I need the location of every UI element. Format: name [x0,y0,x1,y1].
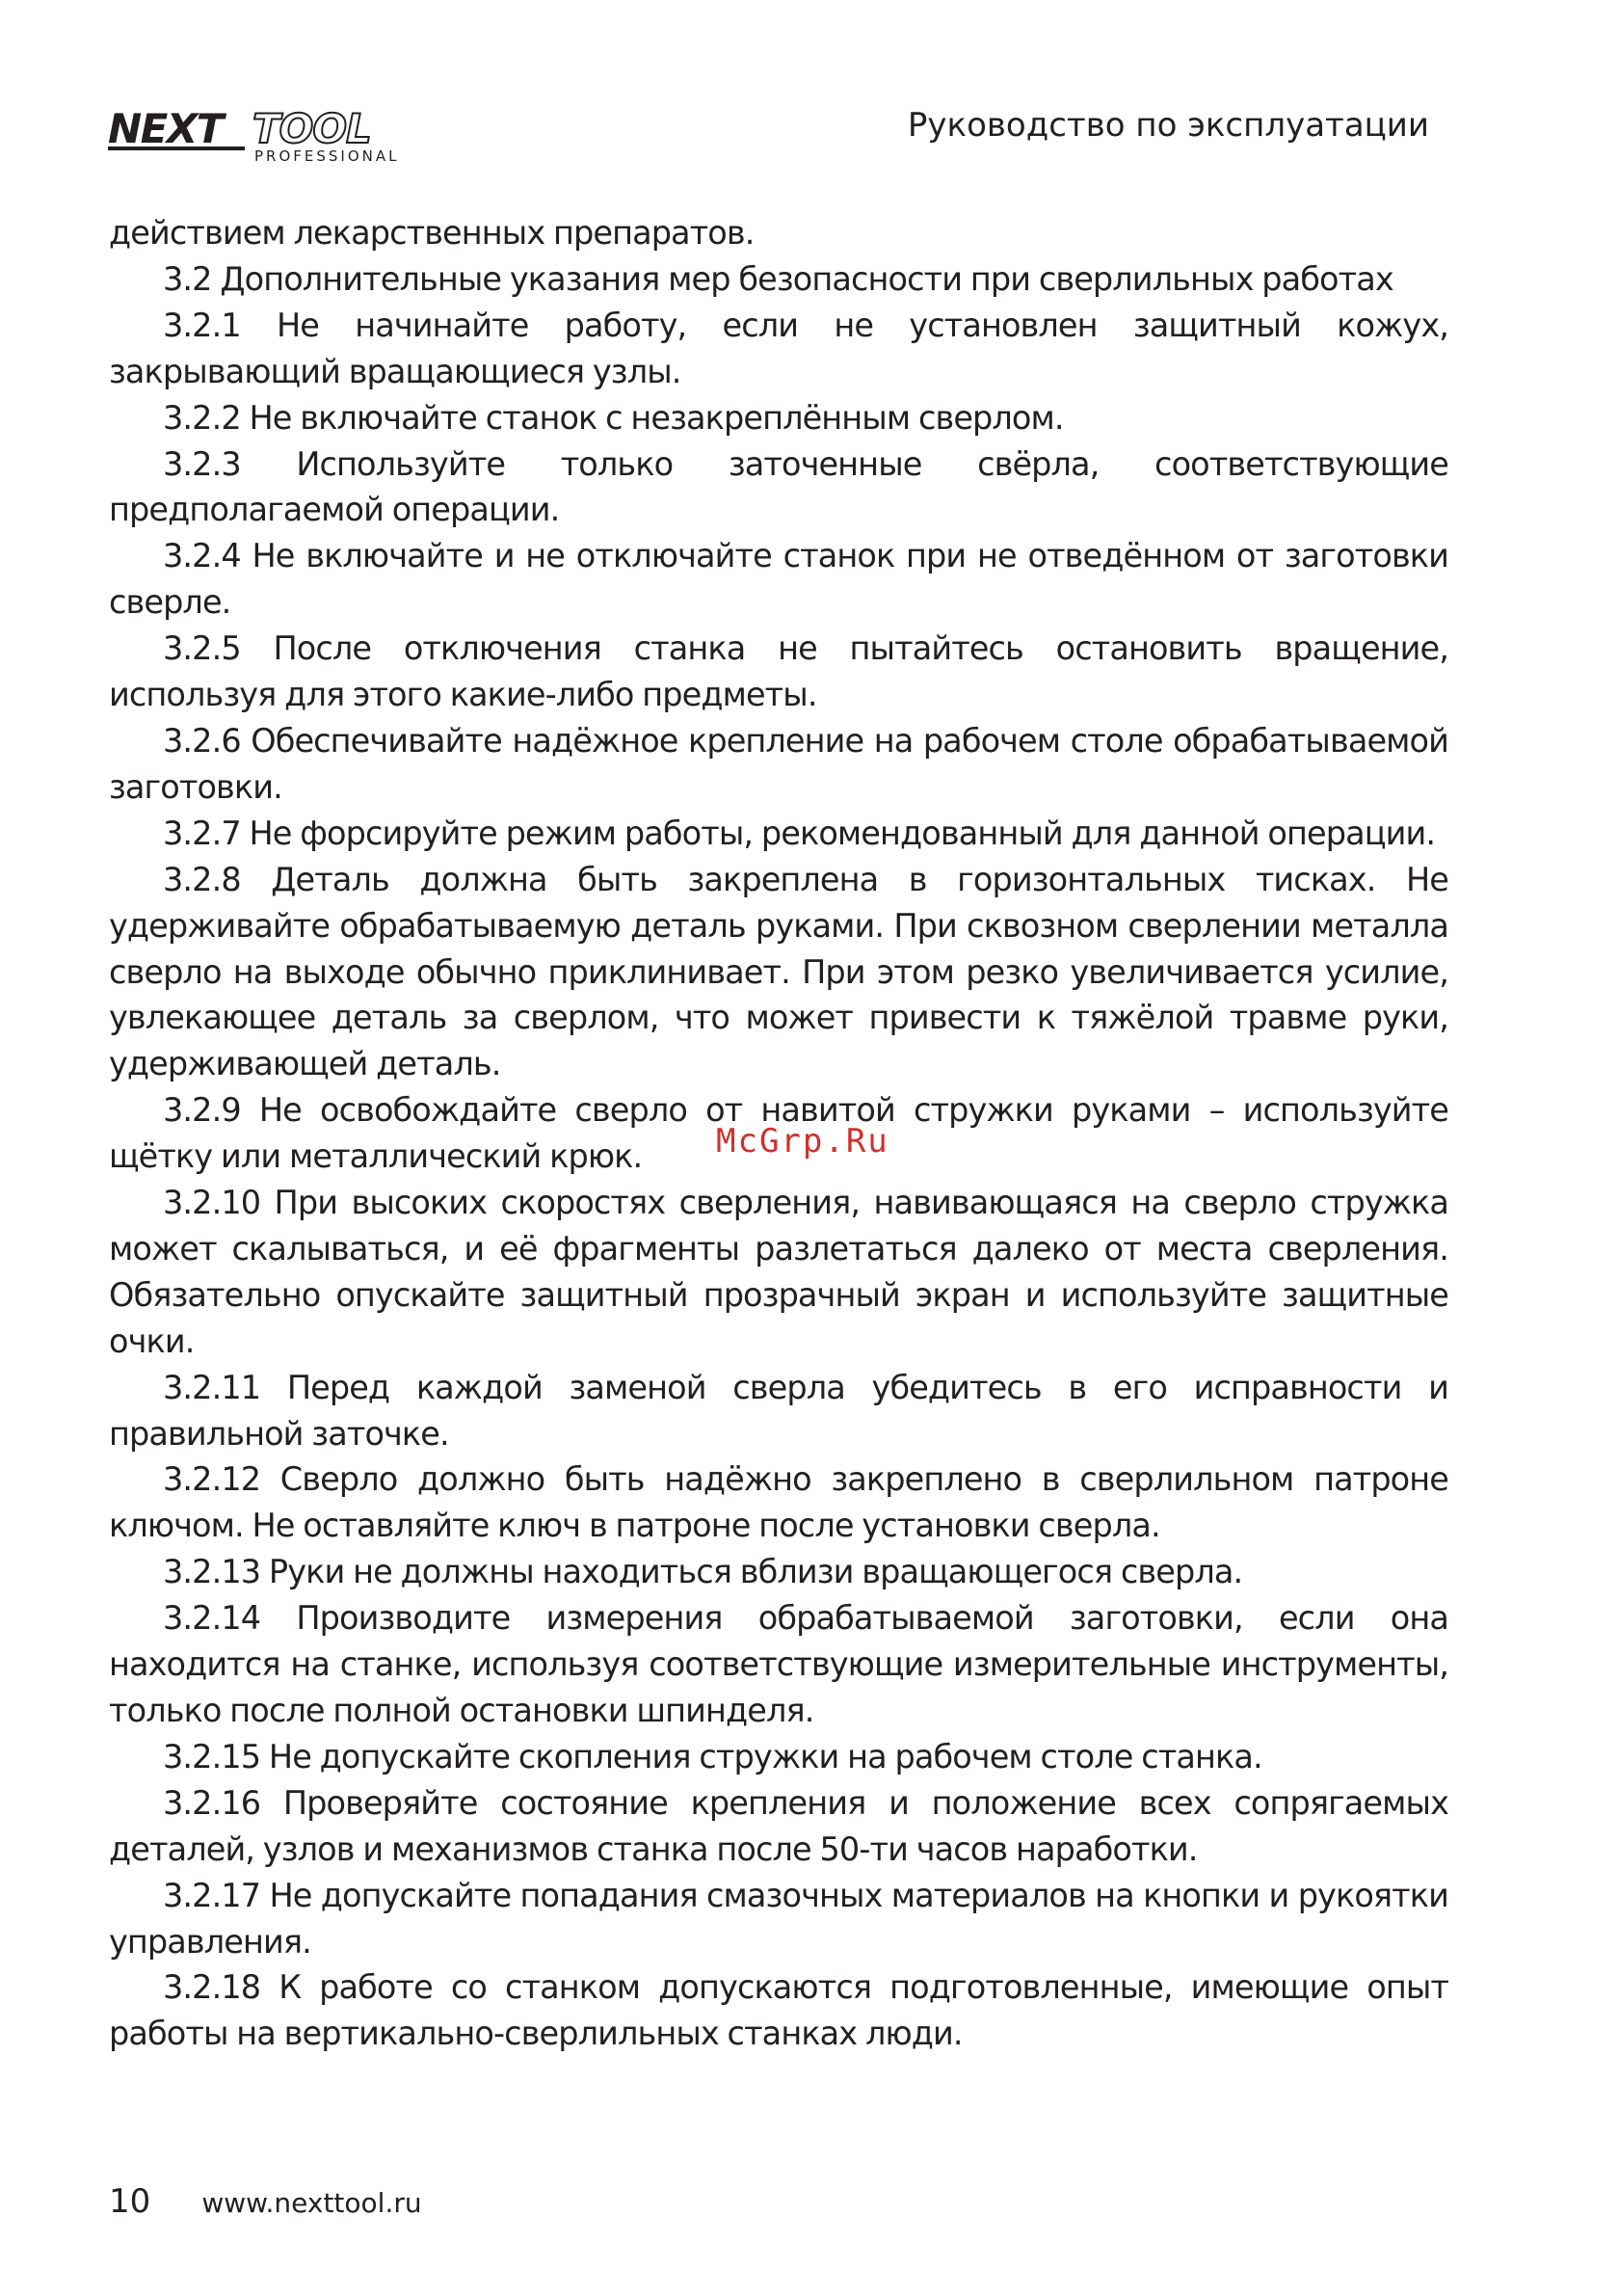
paragraph-3-2-6: 3.2.6 Обеспечивайте надёжное крепление на рабочем столе обрабатываемой заготовки. [109,721,1448,806]
paragraph-3-2-1: 3.2.1 Не начинайте работу, если не установлен защитный кожух, закрывающий вращающиеся узлы. [109,306,1448,390]
paragraph-3-2-8: 3.2.8 Деталь должна быть закреплена в горизонтальных тисках. Не удерживайте обрабатываемую деталь руками. При сквозном сверлении металла сверло на выходе обычно приклинивает. При этом резко увеличивается усилие, увлекающее деталь за сверлом, что может привести к тяжёлой травме руки, удерживающей деталь. [109,860,1448,1083]
svg-text:NEXT: NEXT [108,106,223,152]
paragraph-3-2-11: 3.2.11 Перед каждой заменой сверла убедитесь в его исправности и правильной заточке. [109,1368,1448,1453]
svg-text:TOOL: TOOL [252,106,371,152]
paragraph-3-2-13: 3.2.13 Руки не должны находиться вблизи вращающегося сверла. [163,1553,1243,1591]
paragraph-3-2-3: 3.2.3 Используйте только заточенные свёрла, соответствующие предполагаемой операции. [109,444,1448,529]
footer [109,2180,422,2225]
paragraph-3-2-10: 3.2.10 При высоких скоростях сверления, навивающаяся на сверло стружка может скалываться, и её фрагменты разлетаться далеко от места сверления. Обязательно опускайте защитный прозрачный экран и используйте защитные очки. [109,1184,1448,1360]
paragraph-3-2-17: 3.2.17 Не допускайте попадания смазочных материалов на кнопки и рукоятки управления. [109,1876,1448,1961]
paragraph-3-2-9: 3.2.9 Не освобождайте сверло от навитой стружки руками – используйте щётку или металлический крюк. [109,1091,1448,1176]
watermark: McGrp.Ru [716,1122,889,1161]
paragraph-3-2-15: 3.2.15 Не допускайте скопления стружки на рабочем столе станка. [163,1737,1262,1775]
paragraph-3-2-16: 3.2.16 Проверяйте состояние крепления и положение всех сопрягаемых деталей, узлов и механизмов станка после 50-ти часов наработки. [109,1783,1448,1868]
paragraph-continuation: действием лекарственных препаратов. [109,214,755,252]
header-title: Руководство по эксплуатации [907,106,1429,145]
website-link[interactable]: www.nexttool.ru [201,2187,422,2219]
paragraph-3-2-5: 3.2.5 После отключения станка не пытайтесь остановить вращение, используя для этого какие-либо предметы. [109,629,1448,714]
paragraph-3-2-2: 3.2.2 Не включайте станок с незакреплённым сверлом. [163,398,1064,437]
page-number: 10 [109,2182,151,2221]
svg-text:PROFESSIONAL: PROFESSIONAL [254,147,400,162]
paragraph-3-2-14: 3.2.14 Производите измерения обрабатываемой заготовки, если она находится на станке, используя соответствующие измерительные инструменты, только после полной остановки шпинделя. [109,1599,1448,1729]
paragraph-3-2-12: 3.2.12 Сверло должно быть надёжно закреплено в сверлильном патроне ключом. Не оставляйте ключ в патроне после установки сверла. [109,1460,1448,1545]
section-heading-3-2: 3.2 Дополнительные указания мер безопасности при сверлильных работах [163,259,1393,298]
nexttool-logo [108,106,470,162]
paragraph-3-2-4: 3.2.4 Не включайте и не отключайте станок при не отведённом от заготовки сверле. [109,537,1448,622]
paragraph-3-2-7: 3.2.7 Не форсируйте режим работы, рекомендованный для данной операции. [163,814,1436,852]
paragraph-3-2-18: 3.2.18 К работе со станком допускаются подготовленные, имеющие опыт работы на вертикально-сверлильных станках люди. [109,1968,1448,2053]
